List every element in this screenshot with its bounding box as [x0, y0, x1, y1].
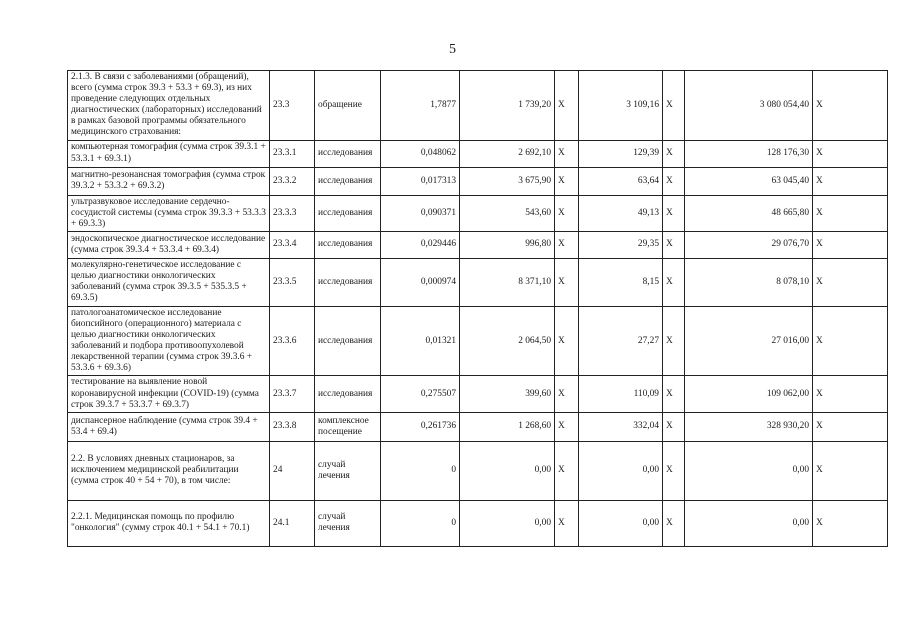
table-row	[68, 258, 888, 306]
table-row	[68, 231, 888, 258]
row-x-cell: X	[813, 140, 888, 167]
table-row	[68, 71, 888, 141]
row-cost-cell: 3 675,90	[460, 167, 555, 195]
row-name-cell: ультразвуковое исследование сердечно-сосудистой системы (сумма строк 39.3.3 + 53.3.3 + 69.3.3)	[68, 195, 270, 231]
row-x-cell: X	[663, 231, 685, 258]
row-unit-cell: исследования	[315, 306, 381, 376]
row-per-capita-cell: 29,35	[579, 231, 663, 258]
row-total-cell: 63 045,40	[685, 167, 813, 195]
row-code-cell: 23.3.3	[270, 195, 315, 231]
row-x-cell: X	[663, 412, 685, 441]
row-x-cell: X	[813, 195, 888, 231]
row-name-cell: 2.2.1. Медицинская помощь по профилю "онкология" (сумму строк 40.1 + 54.1 + 70.1)	[68, 500, 270, 546]
row-per-capita-cell: 49,13	[579, 195, 663, 231]
row-name-cell: компьютерная томография (сумма строк 39.3.1 + 53.3.1 + 69.3.1)	[68, 140, 270, 167]
row-per-capita-cell: 332,04	[579, 412, 663, 441]
row-x-cell: X	[663, 376, 685, 412]
row-volume-cell: 0,017313	[381, 167, 460, 195]
row-code-cell: 23.3.2	[270, 167, 315, 195]
row-code-cell: 24	[270, 441, 315, 500]
row-x-cell: X	[555, 231, 579, 258]
row-per-capita-cell: 8,15	[579, 258, 663, 306]
row-unit-cell: исследования	[315, 258, 381, 306]
row-per-capita-cell: 110,09	[579, 376, 663, 412]
row-x-cell: X	[663, 140, 685, 167]
row-cost-cell: 543,60	[460, 195, 555, 231]
row-unit-cell: случай лечения	[315, 500, 381, 546]
table-row	[68, 140, 888, 167]
row-volume-cell: 0,029446	[381, 231, 460, 258]
row-total-cell: 0,00	[685, 500, 813, 546]
row-cost-cell: 2 064,50	[460, 306, 555, 376]
row-name-cell: молекулярно-генетическое исследование с целью диагностики онкологических заболеваний (сумма строк 39.3.5 + 535.3.5 + 69.3.5)	[68, 258, 270, 306]
row-unit-cell: обращение	[315, 71, 381, 141]
row-x-cell: X	[813, 258, 888, 306]
row-cost-cell: 1 268,60	[460, 412, 555, 441]
row-x-cell: X	[663, 441, 685, 500]
row-total-cell: 128 176,30	[685, 140, 813, 167]
row-unit-cell: исследования	[315, 167, 381, 195]
row-name-cell: диспансерное наблюдение (сумма строк 39.4 + 53.4 + 69.4)	[68, 412, 270, 441]
row-cost-cell: 8 371,10	[460, 258, 555, 306]
table-row	[68, 441, 888, 500]
row-volume-cell: 0,01321	[381, 306, 460, 376]
row-unit-cell: исследования	[315, 140, 381, 167]
table-row	[68, 376, 888, 412]
row-code-cell: 24.1	[270, 500, 315, 546]
row-x-cell: X	[663, 195, 685, 231]
row-x-cell: X	[813, 306, 888, 376]
row-per-capita-cell: 63,64	[579, 167, 663, 195]
row-total-cell: 3 080 054,40	[685, 71, 813, 141]
table-row	[68, 195, 888, 231]
row-x-cell: X	[663, 500, 685, 546]
table-row	[68, 412, 888, 441]
row-x-cell: X	[813, 231, 888, 258]
row-total-cell: 48 665,80	[685, 195, 813, 231]
row-name-cell: патологоанатомическое исследование биопсийного (операционного) материала с целью диагностики онкологических заболеваний и подбора противоопухолевой лекарственной терапии (сумма строк 39.3.6 + 53.3.6 + 69.3.6)	[68, 306, 270, 376]
row-x-cell: X	[813, 412, 888, 441]
row-name-cell: магнитно-резонансная томография (сумма строк 39.3.2 + 53.3.2 + 69.3.2)	[68, 167, 270, 195]
row-x-cell: X	[813, 441, 888, 500]
row-x-cell: X	[813, 71, 888, 141]
row-per-capita-cell: 3 109,16	[579, 71, 663, 141]
row-unit-cell: исследования	[315, 195, 381, 231]
row-total-cell: 29 076,70	[685, 231, 813, 258]
row-x-cell: X	[663, 71, 685, 141]
row-per-capita-cell: 27,27	[579, 306, 663, 376]
row-x-cell: X	[555, 441, 579, 500]
tariff-table	[67, 70, 888, 547]
row-cost-cell: 0,00	[460, 441, 555, 500]
row-x-cell: X	[663, 258, 685, 306]
row-cost-cell: 0,00	[460, 500, 555, 546]
row-unit-cell: комплексное посещение	[315, 412, 381, 441]
row-total-cell: 328 930,20	[685, 412, 813, 441]
table-body	[68, 71, 888, 547]
row-code-cell: 23.3	[270, 71, 315, 141]
row-x-cell: X	[555, 258, 579, 306]
row-volume-cell: 0	[381, 441, 460, 500]
row-x-cell: X	[555, 167, 579, 195]
row-x-cell: X	[663, 306, 685, 376]
row-total-cell: 109 062,00	[685, 376, 813, 412]
row-volume-cell: 0	[381, 500, 460, 546]
row-name-cell: 2.1.3. В связи с заболеваниями (обращений), всего (сумма строк 39.3 + 53.3 + 69.3), из них проведение следующих отдельных диагностических (лабораторных) исследований в рамках базовой программы обязательного медицинского страхования:	[68, 71, 270, 141]
row-x-cell: X	[555, 500, 579, 546]
row-code-cell: 23.3.4	[270, 231, 315, 258]
row-name-cell: 2.2. В условиях дневных стационаров, за исключением медицинской реабилитации (сумма строк 40 + 54 + 70), в том числе:	[68, 441, 270, 500]
table-row	[68, 306, 888, 376]
row-volume-cell: 0,048062	[381, 140, 460, 167]
row-x-cell: X	[813, 500, 888, 546]
row-x-cell: X	[555, 140, 579, 167]
row-cost-cell: 1 739,20	[460, 71, 555, 141]
row-per-capita-cell: 129,39	[579, 140, 663, 167]
row-x-cell: X	[555, 412, 579, 441]
row-cost-cell: 399,60	[460, 376, 555, 412]
table-row	[68, 500, 888, 546]
page-number: 5	[449, 42, 456, 57]
row-x-cell: X	[555, 71, 579, 141]
row-code-cell: 23.3.1	[270, 140, 315, 167]
row-x-cell: X	[813, 376, 888, 412]
row-cost-cell: 2 692,10	[460, 140, 555, 167]
table-row	[68, 167, 888, 195]
row-name-cell: тестирование на выявление новой коронавирусной инфекции (COVID-19) (сумма строк 39.3.7 + 53.3.7 + 69.3.7)	[68, 376, 270, 412]
row-name-cell: эндоскопическое диагностическое исследование (сумма строк 39.3.4 + 53.3.4 + 69.3.4)	[68, 231, 270, 258]
row-volume-cell: 1,7877	[381, 71, 460, 141]
row-x-cell: X	[555, 306, 579, 376]
row-unit-cell: случай лечения	[315, 441, 381, 500]
row-volume-cell: 0,000974	[381, 258, 460, 306]
row-x-cell: X	[813, 167, 888, 195]
row-x-cell: X	[555, 376, 579, 412]
row-volume-cell: 0,090371	[381, 195, 460, 231]
row-code-cell: 23.3.8	[270, 412, 315, 441]
row-per-capita-cell: 0,00	[579, 441, 663, 500]
row-volume-cell: 0,261736	[381, 412, 460, 441]
row-per-capita-cell: 0,00	[579, 500, 663, 546]
row-code-cell: 23.3.5	[270, 258, 315, 306]
row-unit-cell: исследования	[315, 231, 381, 258]
row-code-cell: 23.3.7	[270, 376, 315, 412]
row-total-cell: 8 078,10	[685, 258, 813, 306]
row-volume-cell: 0,275507	[381, 376, 460, 412]
row-cost-cell: 996,80	[460, 231, 555, 258]
row-x-cell: X	[663, 167, 685, 195]
row-code-cell: 23.3.6	[270, 306, 315, 376]
row-unit-cell: исследования	[315, 376, 381, 412]
row-x-cell: X	[555, 195, 579, 231]
row-total-cell: 0,00	[685, 441, 813, 500]
row-total-cell: 27 016,00	[685, 306, 813, 376]
